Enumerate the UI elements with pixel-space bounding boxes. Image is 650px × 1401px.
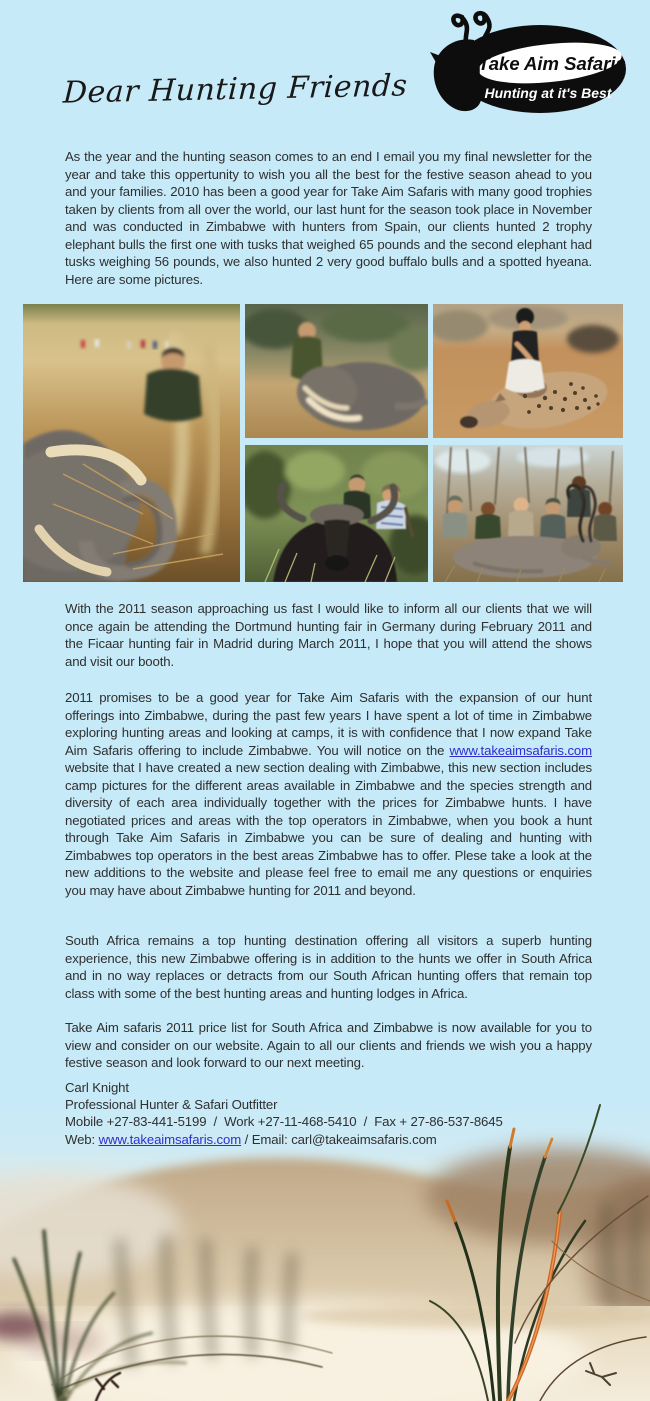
signature-web-email	[65, 1131, 605, 1148]
paragraph-fairs: With the 2011 season approaching us fast I would like to inform all our clients that we will once again be attending the Dortmund hunting fair in Germany during February 2011 and the Ficaar hunting fair in Madrid during March 2011, I hope that you will attend the shows and visit our booth.	[65, 601, 592, 669]
signature-block	[65, 1079, 605, 1148]
photo-grid	[23, 304, 623, 582]
photo-elephant-tusks-with-hunter	[23, 304, 240, 582]
paragraph-south-africa: South Africa remains a top hunting destination offering all visitors a superb hunting experience, this new Zimbabwe offering is in addition to the hunts we offer in South Africa and in no way replaces or detracts from our South African hunting offers that remain top class with some of the best hunting areas and hunting lodges in Africa.	[65, 933, 592, 1001]
web-label: Web:	[65, 1131, 99, 1147]
photo-elephant-bull-with-hunter	[245, 304, 428, 438]
paragraph-intro: As the year and the hunting season comes to an end I email you my final newsletter for the year and take this oppertunity to wish you all the best for the festive season ahead to you and your families. 2010 has been a good year for Take Aim Safaris with many good trophies taken by clients from all over the world, our last hunt for the season took place in November and was conducted in Zimbabwe with hunters from Spain, our clients hunted 2 trophy elephant bulls the first one with tusks that weighed 65 pounds and the second elephant had tusks weighing 56 pounds, we also hunted 2 very good buffalo bulls and a spotted hyeana. Here are some pictures.	[65, 149, 592, 287]
signature-name: Carl Knight	[65, 1080, 129, 1095]
photo-spotted-hyena-with-huntress	[433, 304, 623, 438]
email-address: carl@takeaimsafaris.com	[291, 1131, 437, 1147]
take-aim-safaris-logo	[424, 6, 626, 116]
kudu-logo-icon	[424, 6, 626, 116]
paragraph-zimbabwe-text-after: website that I have created a new section dealing with Zimbabwe, this new section includes camp pictures for the different areas available in Zimbabwe and the species strength and diversity of each area individually together with the prices for Zimbabwe hunts. I have negotiated prices and areas with the top operators in Zimbabwe, when you book a hunt through Take Aim Safaris in Zimbabwe you can be sure of dealing and hunting with Zimbabwes top operators in the best areas Zimbabwe has to offer. Plese take a look at the new additions to the website and please feel free to email me any questions or enquiries you may have about Zimbabwe hunting for 2011 and beyond.	[65, 760, 592, 898]
logo-title: Take Aim Safaris	[478, 53, 626, 74]
paragraph-price-list: Take Aim safaris 2011 price list for South Africa and Zimbabwe is now available for you to view and consider on our website. Again to all our clients and friends we wish you a happy festive season and look forward to our next meeting.	[65, 1020, 592, 1070]
paragraph-zimbabwe-text-before: 2011 promises to be a good year for Take Aim Safaris with the expansion of our hunt offerings into Zimbabwe, during the past few years I have spent a lot of time in Zimbabwe exploring hunting areas and looking at camps, it is with confidence that I now expand Take Aim Safaris offering to include Zimbabwe. You will notice on the	[65, 690, 592, 758]
greeting-heading: Dear Hunting Friends	[62, 68, 409, 111]
photo-buffalo-bull-with-hunters	[245, 445, 428, 582]
website-link-inline[interactable]: www.takeaimsafaris.com	[449, 742, 592, 758]
website-link-signature[interactable]: www.takeaimsafaris.com	[98, 1131, 242, 1147]
email-separator: / Email:	[241, 1131, 292, 1147]
signature-contacts: Mobile +27-83-441-5199 / Work +27-11-468-5410 / Fax + 27-86-537-8645	[65, 1114, 503, 1130]
photo-kudu-with-hunting-party	[433, 445, 623, 582]
signature-title: Professional Hunter & Safari Outfitter	[65, 1097, 278, 1113]
paragraph-zimbabwe	[65, 689, 592, 899]
logo-tagline: Hunting at it's Best	[484, 85, 612, 101]
